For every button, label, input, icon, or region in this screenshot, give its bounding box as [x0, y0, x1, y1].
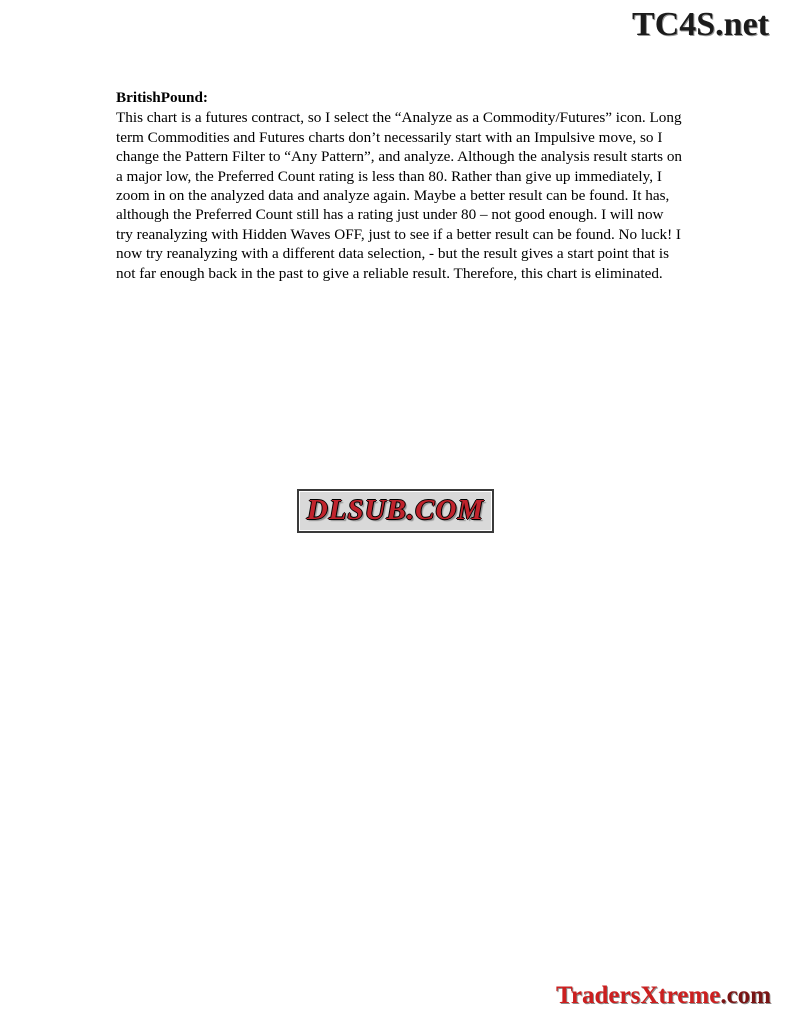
center-watermark-box — [297, 489, 494, 533]
bottom-watermark-primary: TradersXtreme — [556, 982, 721, 1009]
site-watermark-top: TC4S.net — [632, 6, 769, 43]
body-paragraph: This chart is a futures contract, so I select the “Analyze as a Commodity/Futures” icon. Long term Commodities and Futures charts don’t necessarily start with an Impulsive move, so I change the Pattern Filter to “Any Pattern”, and analyze. Although the analysis result starts on a major low, the Preferred Count rating is less than 80. Rather than give up immediately, I zoom in on the analyzed data and analyze again. Maybe a better result can be found. It has, although the Preferred Count still has a rating just under 80 – not good enough. I will now try reanalyzing with Hidden Waves OFF, just to see if a better result can be found. No luck! I now try reanalyzing with a different data selection, - but the result gives a start point that is not far enough back in the past to give a reliable result. Therefore, this chart is eliminated. — [116, 109, 683, 282]
page-title: BritishPound: — [116, 89, 208, 106]
center-watermark-label: DLSUB.COM — [306, 494, 485, 526]
site-watermark-bottom — [556, 982, 771, 1010]
bottom-watermark-secondary: .com — [720, 982, 771, 1009]
document-body — [116, 88, 682, 283]
center-watermark — [0, 489, 791, 533]
